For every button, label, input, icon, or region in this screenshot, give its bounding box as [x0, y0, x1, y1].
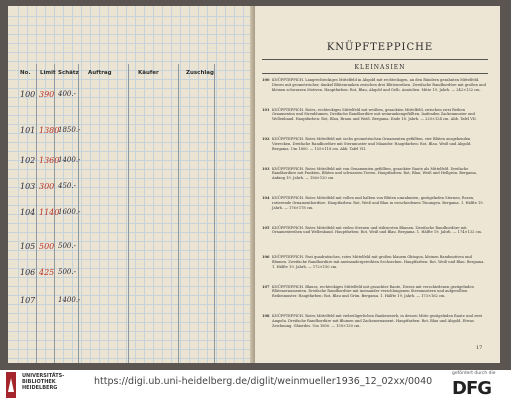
ledger-row-no: 100 [20, 90, 36, 99]
grid-line [108, 6, 109, 363]
catalog-entry [262, 78, 488, 93]
entry-number: 107 [262, 284, 270, 289]
entry-number: 103 [262, 166, 270, 171]
ledger-row-estimate: 500.- [58, 242, 76, 250]
entry-text: KNÜPFTEPPICH. Rotes, rechteckiges Mittelfeld mit weißem, gezackten Mittelfeld, zwischen zwei Reihen Ornamenten und Streublumen. Dreifache Randbordüre mit weinrankengefüllten, laufenden Zackenmuster und Wellenband. Hauptfarben: Rot, Blau, Braun und Weiß. Bergama. Ende 18. Jahrh. — 220×124 cm. Abb. Tafel VII. [272, 107, 477, 122]
ledger-header: Zuschlag [186, 70, 214, 76]
ledger-header: Auftrag [88, 70, 112, 76]
catalog-subtitle: KLEINASIEN [354, 64, 406, 71]
ledger-row-estimate: 1850.- [58, 126, 81, 134]
grid-line [135, 6, 136, 363]
grid-line [243, 6, 244, 363]
library-name: UNIVERSITÄTS- BIBLIOTHEK HEIDELBERG [22, 373, 65, 391]
ledger-header: No. [20, 70, 31, 76]
grid-line [198, 6, 199, 363]
entry-text: KNÜPFTEPPICH. Langrechteckiges Mittelfeld in Abgold mit rechteckigen, an den Rändern gezahnten Mittelfeld. Dieses mit geometrischer, dunkel Blütenranken zwischen drei Blütenreihen. Zweifache Randbordüre mit großen und kleinen schwarzen Motiven. Hauptfarben: Rot, Blau, Abgold und Gelb. Anatolien. Mitte 19. Jahrh. — 242×132 cm. [272, 78, 486, 92]
ledger-row-limit: 500 [39, 242, 55, 251]
entry-number: 100 [262, 78, 270, 82]
column-rule [214, 64, 215, 363]
subtitle-rule [262, 73, 488, 74]
funding-label: gefördert durch die [452, 371, 496, 376]
ledger-row-estimate: 400.- [58, 90, 76, 98]
grid-line [216, 6, 217, 363]
ledger-header: Limit [40, 70, 56, 76]
ledger-row-estimate: 1600.- [58, 208, 81, 216]
ledger-row-no: 103 [20, 182, 36, 191]
catalog-entry [262, 108, 488, 123]
catalog-entry [262, 196, 488, 211]
ledger-row-limit: 390 [39, 90, 55, 99]
grid-line [180, 6, 181, 363]
grid-line [153, 6, 154, 363]
ledger-row-estimate: 500.- [58, 268, 76, 276]
column-rule [36, 64, 37, 363]
entry-text: KNÜPFTEPPICH. Rotes Mittelfeld mit vielzeiligerlichen Rankenwerk, in dessen Mitte gezügelnden Raute und zwei Ampeln. Dreifache Randbordüre mit Blumen und Zackenornament. Hauptfarben: Rot, Blau und Abgold. Etwas Zeichnung. Ghiordes. Um 1800. — 150×130 cm. [272, 314, 483, 328]
ledger-row-no: 106 [20, 268, 36, 277]
ledger-page [8, 6, 255, 363]
entry-text: KNÜPFTEPPICH. Rotes Mittelfeld mit sechs geometrischen Ornamenten gefüllten, vier Blüten ausgehenden Vierecken. Dreifache Randbordüre mit Sternmuster und Mäander. Hauptfarben: Rot, Blau, Weiß und Abgold. Bergama. Um 1800. — 155×118 cm. Abb. Tafel VII. [272, 137, 472, 151]
ledger-row-limit: 1140 [39, 208, 60, 217]
grid-line [126, 6, 127, 363]
page-url-link[interactable]: https://digi.ub.uni-heidelberg.de/diglit/weinmueller1936_12_02xx/0040 [94, 376, 433, 387]
grid-line [117, 6, 118, 363]
ledger-header: Schätz [58, 70, 79, 76]
catalog-entry [262, 255, 488, 270]
dfg-logo: DFG [452, 378, 492, 399]
grid-line [99, 6, 100, 363]
grid-line [234, 6, 235, 363]
entry-number: 105 [262, 225, 270, 230]
catalog-entry [262, 167, 488, 182]
entry-number: 101 [262, 107, 270, 112]
page-number: 17 [476, 345, 483, 351]
entry-text: KNÜPFTEPPICH. Fast quadratisches, rotes Mittelfeld mit großen blauem Oktogon, kleinen Randmotiven und Blumen. Zweifache Randbordüre mit aneinandergereihten Sechsecken. Hauptfarben: Rot, Weiß und Blau. Bergama. 1. Hälfte 19. Jahrh. — 172×150 cm. [272, 255, 485, 269]
entry-number: 106 [262, 255, 270, 259]
catalog-entry [262, 314, 488, 329]
grid-line [162, 6, 163, 363]
ledger-row-limit: 425 [39, 268, 55, 277]
ledger-row-estimate: 450.- [58, 182, 76, 190]
ledger-row-no: 102 [20, 156, 36, 165]
entry-text: KNÜPFTEPPICH. Rotes Mittelfeld mit von Ornamenten gefüllten, gezackter Raute als Mittelfeld. Dreifache Randbordüre mit Punkten, Blüten und schwarzen Tieren. Hauptfarben: Rot, Blau, Weiß und Hellgrün. Bergama, Anfang 19. Jahrh. — 156×120 cm. [272, 166, 477, 181]
grid-line [225, 6, 226, 363]
catalog-entry [262, 285, 488, 300]
grid-line [90, 6, 91, 363]
grid-line [207, 6, 208, 363]
ledger-row-no: 101 [20, 126, 36, 135]
entry-number: 108 [262, 314, 270, 318]
grid-line [144, 6, 145, 363]
catalog-entry [262, 137, 488, 152]
grid-line [18, 6, 19, 363]
column-rule [128, 64, 129, 363]
grid-line [81, 6, 82, 363]
entry-number: 102 [262, 137, 270, 141]
ledger-header: Käufer [138, 70, 159, 76]
entry-text: KNÜPFTEPPICH. Rotes Mittelfeld mit vielen Sternen und stilisierten Blumen. Zweifache Randbordüre mit Ornamentreihen und Wellenband. Hauptfarben: Rot, Weiß und Blau. Bergama. 1. Hälfte 19. Jahrh. — 174×132 cm. [272, 225, 483, 235]
title-rule [262, 59, 488, 60]
ledger-row-limit: 1360 [39, 156, 60, 165]
ledger-row-no: 107 [20, 296, 36, 305]
entry-number: 104 [262, 196, 270, 200]
library-logo-icon [6, 372, 16, 398]
ledger-row-estimate: 1400.- [58, 156, 81, 164]
ledger-row-limit: 1380 [39, 126, 60, 135]
ledger-row-limit: 300 [39, 182, 55, 191]
ledger-row-no: 105 [20, 242, 36, 251]
ledger-row-no: 104 [20, 208, 36, 217]
catalog-entry [262, 226, 488, 236]
grid-line [171, 6, 172, 363]
column-rule [178, 64, 179, 363]
ledger-row-estimate: 1400.- [58, 296, 81, 304]
grid-line [189, 6, 190, 363]
entry-text: KNÜPFTEPPICH. Rotes Mittelfeld mit vollen und halben von Blüten umrahmten, gezügelnden Sternen, Rosen, rotierende Ornamentbordüre. Hauptfarben: Rot, Weiß und Blau in verschiedenen Tönungen. Bergama. 1. Hälfte 19. Jahrh. — 176×178 cm. [272, 196, 484, 210]
entry-text: KNÜPFTEPPICH. Blaues, rechteckiges Mittelfeld mit gezackter Raute, Dieses mit verschiedenen gezügelnden Blütenornamenten. Dreifache Randbordüre mit ineinander verschlungenen Sternmustern und aufgerollten Reiheimuster. Hauptfarben: Rot, Blau und Grün. Bergama. 1. Hälfte 19. Jahrh. — 173×162 cm. [272, 284, 474, 299]
catalog-title: KNÜPFTEPPICHE [326, 42, 434, 53]
